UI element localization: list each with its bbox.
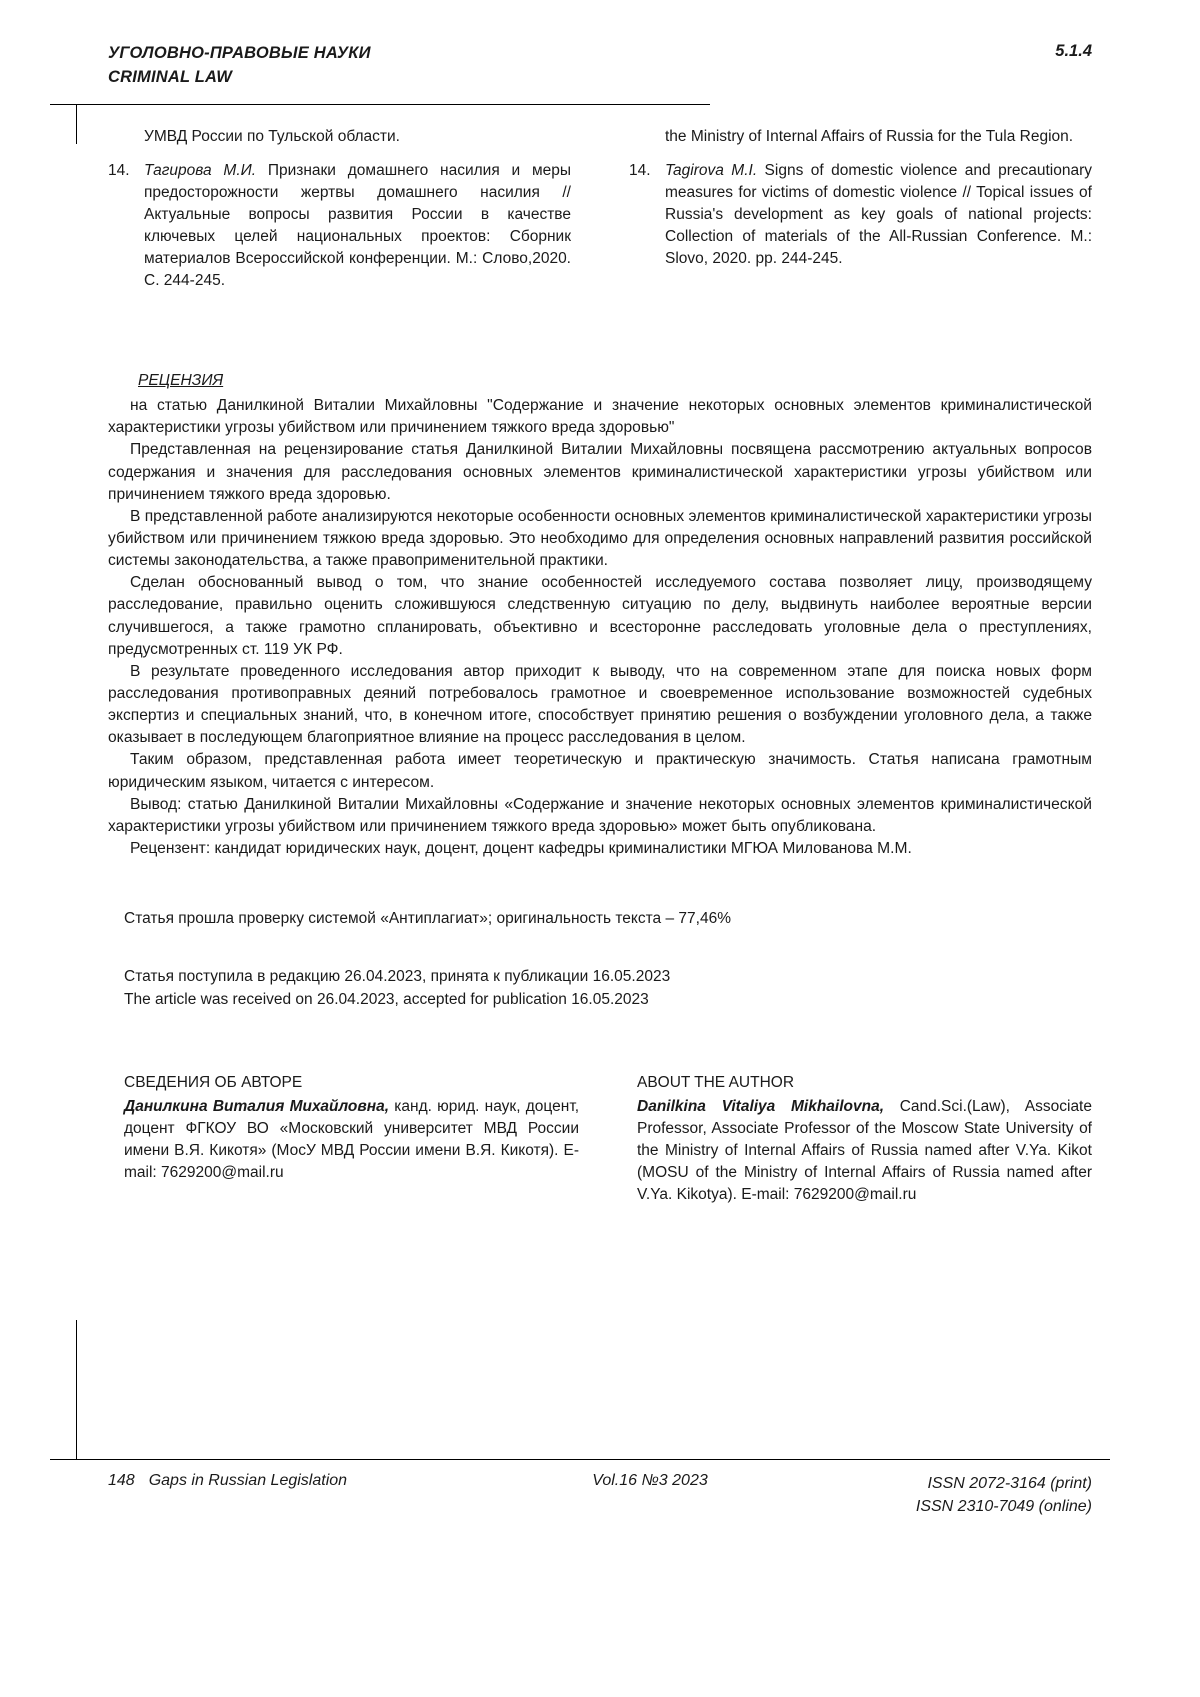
journal-name: Gaps in Russian Legislation	[148, 1472, 348, 1489]
reference-author-ru: Тагирова М.И.	[144, 162, 257, 179]
review-paragraph-4: В результате проведенного исследования автор приходит к выводу, что на современном этапе для поиска новых форм расследования противоправных деяний потребовалось грамотное и своевременное использование возможностей судебных экспертиз и специальных знаний, что, в конечном итоге, способствует принятию решения о возбуждении уголовного дела, а также оказывает в последующем благоприятное влияние на процесс расследования в целом.	[108, 662, 1092, 747]
about-author-name-ru: Данилкина Виталия Михайловна,	[124, 1098, 390, 1115]
header-title-ru: УГОЛОВНО-ПРАВОВЫЕ НАУКИ	[108, 44, 371, 62]
review-section	[108, 370, 1092, 860]
about-author-ru	[124, 1072, 579, 1206]
review-subject: на статью Данилкиной Виталии Михайловны "Содержание и значение некоторых основных элементов криминалистической характеристики угрозы убийством или причинением тяжкого вреда здоровью"	[108, 397, 1092, 437]
review-reviewer: Рецензент: кандидат юридических наук, доцент, доцент кафедры криминалистики МГЮА Милованова М.М.	[130, 839, 912, 857]
issn-block	[862, 1472, 1092, 1518]
references-column-ru	[108, 126, 571, 298]
footer-divider	[50, 1459, 1110, 1460]
about-author-body-en	[637, 1096, 1092, 1206]
footer-left	[108, 1472, 438, 1490]
volume-issue: Vol.16 №3 2023	[592, 1472, 708, 1489]
issn-print: ISSN 2072-3164 (print)	[927, 1475, 1092, 1492]
page-header	[108, 42, 1092, 90]
page-number: 148	[108, 1472, 135, 1489]
about-author-en	[637, 1072, 1092, 1206]
references-section	[108, 126, 1092, 298]
plagiarism-note: Статья прошла проверку системой «Антиплагиат»; оригинальность текста – 77,46%	[124, 910, 731, 927]
header-divider	[50, 104, 710, 105]
reference-body-ru: Признаки домашнего насилия и меры предосторожности жертвы домашнего насилия // Актуальные вопросы развития России в качестве ключевых целей национальных проектов: Сборник материалов Всероссийской конференции. М.: Слово,2020. С. 244-245.	[144, 162, 571, 289]
reference-body-en: Signs of domestic violence and precautionary measures for victims of domestic violence // Topical issues of Russia's development as key goals of national projects: Collection of materials of the All-Russian Conference. M.: Slovo, 2020. pp. 244-245.	[665, 162, 1092, 267]
header-section-title	[108, 42, 371, 90]
publication-dates	[124, 965, 1092, 1012]
received-date-en: The article was received on 26.04.2023, accepted for publication 16.05.2023	[124, 991, 649, 1009]
page-footer	[108, 1472, 1092, 1518]
review-heading: РЕЦЕНЗИЯ	[138, 372, 224, 389]
about-author-details-en: Cand.Sci.(Law), Associate Professor, Associate Professor of the Moscow State University of the Ministry of Internal Affairs of Russia named after V.Ya. Kikot (MOSU of the Ministry of Internal Affairs of Russia named after V.Ya. Kikotya). E-mail: 7629200@mail.ru	[637, 1098, 1092, 1203]
about-author-details-ru: канд. юрид. наук, доцент, доцент ФГКОУ ВО «Московский университет МВД России имени В.Я. Кикотя» (МосУ МВД России имени В.Я. Кикотя). E-mail: 7629200@mail.ru	[124, 1098, 580, 1181]
review-paragraph-2: В представленной работе анализируются некоторые особенности основных элементов криминалистической характеристики угрозы убийством или причинением тяжкою вреда здоровью. Это необходимо для определения основных направлений развития российской системы законодательства, а также правоприменительной практики.	[108, 507, 1093, 570]
reference-text-ru	[144, 160, 571, 292]
reference-item-en	[629, 160, 1092, 270]
header-title-en: CRIMINAL LAW	[108, 67, 232, 86]
review-paragraph-1: Представленная на рецензирование статья Данилкиной Виталии Михайловны посвящена рассмотрению актуальных вопросов содержания и значения для расследования основных элементов криминалистической характеристики угрозы убийством или причинением тяжкого вреда здоровью.	[108, 441, 1092, 503]
received-date-ru: Статья поступила в редакцию 26.04.2023, принята к публикации 16.05.2023	[124, 968, 671, 985]
about-author-heading-ru: СВЕДЕНИЯ ОБ АВТОРЕ	[124, 1074, 303, 1091]
about-author-heading-en: ABOUT THE AUTHOR	[637, 1074, 795, 1091]
reference-number-en: 14.	[629, 162, 651, 179]
reference-author-en: Tagirova M.I.	[665, 162, 758, 179]
about-author-body-ru	[124, 1096, 579, 1184]
reference-continuation-en: the Ministry of Internal Affairs of Russia for the Tula Region.	[665, 128, 1074, 145]
references-column-en	[629, 126, 1092, 298]
reference-continuation-ru: УМВД России по Тульской области.	[144, 128, 400, 145]
reference-number-ru: 14.	[108, 162, 130, 179]
review-paragraph-6: Вывод: статью Данилкиной Виталии Михайловны «Содержание и значение некоторых основных элементов криминалистической характеристики угрозы убийством или причинением тяжкого вреда здоровью» может быть опубликована.	[108, 795, 1092, 835]
review-paragraph-5: Таким образом, представленная работа имеет теоретическую и практическую значимость. Статья написана грамотным юридическим языком, читается с интересом.	[108, 751, 1092, 791]
about-author-section	[124, 1072, 1092, 1206]
reference-item-ru	[108, 160, 571, 292]
about-author-name-en: Danilkina Vitaliya Mikhailovna,	[637, 1098, 885, 1115]
left-margin-rule-bottom	[76, 1320, 77, 1460]
reference-text-en	[665, 160, 1092, 270]
issn-online: ISSN 2310-7049 (online)	[915, 1498, 1092, 1516]
header-code: 5.1.4	[1055, 42, 1092, 60]
review-paragraph-3: Сделан обоснованный вывод о том, что знание особенностей исследуемого состава позволяет лицу, производящему расследование, правильно оценить сложившуюся следственную ситуацию по делу, выдвинуть наиболее вероятные версии случившегося, а также грамотно спланировать, объективно и всесторонне расследовать уголовные дела о преступлениях, предусмотренных ст. 119 УК РФ.	[108, 574, 1092, 658]
left-margin-rule-top	[76, 104, 77, 144]
